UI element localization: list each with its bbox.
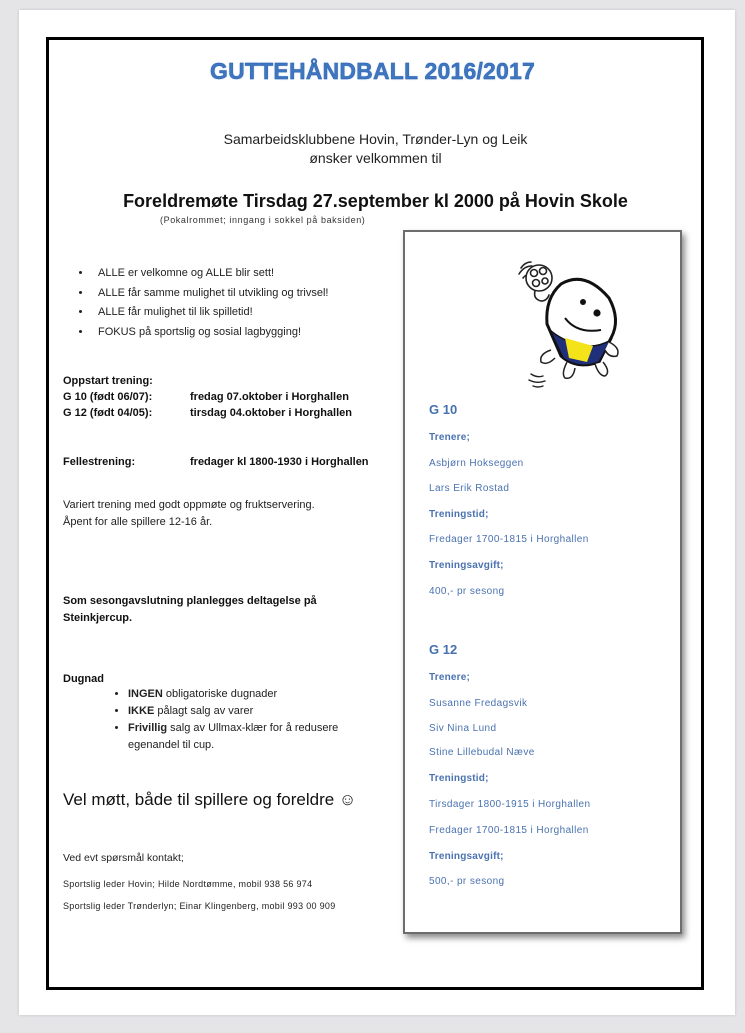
training-fee-label: Treningsavgift; xyxy=(429,560,504,571)
values-item: • ALLE er velkomne og ALLE blir sett! xyxy=(92,264,328,284)
dugnad-item-keyword: INGEN xyxy=(128,688,163,700)
meeting-headline: Foreldremøte Tirsdag 27.september kl 2000 på Hovin Skole xyxy=(123,191,628,211)
dugnad-item-keyword: IKKE xyxy=(128,705,155,717)
coach-name: Stine Lillebudal Næve xyxy=(429,747,535,758)
season-end-line-1: Som sesongavslutning planlegges deltagelse på xyxy=(63,595,317,607)
dugnad-list xyxy=(100,686,378,754)
coach-name: Lars Erik Rostad xyxy=(429,483,510,494)
group-heading: G 12 xyxy=(429,642,458,657)
dugnad-item xyxy=(128,703,378,720)
training-time: Fredager 1700-1815 i Horghallen xyxy=(429,534,589,545)
training-group: G 12 (født 04/05): xyxy=(63,407,153,419)
group-info-sidebar xyxy=(403,230,682,934)
coach-name: Asbjørn Hokseggen xyxy=(429,458,524,469)
season-end-line-2: Steinkjercup. xyxy=(63,612,133,624)
training-group: G 10 (født 06/07): xyxy=(63,391,153,403)
meeting-location-note: (Pokalrommet; inngang i sokkel på baksiden) xyxy=(160,215,366,225)
dugnad-item xyxy=(128,720,378,754)
joint-training-label: Fellestrening: xyxy=(63,456,136,468)
closing-greeting: Vel møtt, både til spillere og foreldre ☺ xyxy=(63,790,357,809)
training-fee: 500,- pr sesong xyxy=(429,876,505,887)
contact-line: Sportslig leder Trønderlyn; Einar Klingenberg, mobil 993 00 909 xyxy=(63,901,336,911)
values-item: • FOKUS på sportslig og sosial lagbygging! xyxy=(92,323,328,343)
training-start-row xyxy=(63,407,352,419)
training-time: Tirsdager 1800-1915 i Horghallen xyxy=(429,799,591,810)
coach-name: Susanne Fredagsvik xyxy=(429,698,528,709)
dugnad-item-text: obligatoriske dugnader xyxy=(162,688,278,700)
training-note-line-2: Åpent for alle spillere 12-16 år. xyxy=(63,516,213,528)
training-time: Fredager 1700-1815 i Horghallen xyxy=(429,825,589,836)
joint-training-row xyxy=(63,456,369,468)
joint-training-when: fredager kl 1800-1930 i Horghallen xyxy=(190,456,369,468)
values-item: • ALLE får mulighet til lik spilletid! xyxy=(92,303,328,323)
season-end-note xyxy=(63,593,317,627)
intro-line-2: ønsker velkommen til xyxy=(309,150,442,166)
training-time-label: Treningstid; xyxy=(429,773,489,784)
intro-text xyxy=(0,130,745,168)
training-note-line-1: Variert trening med godt oppmøte og fruktservering. xyxy=(63,499,315,511)
dugnad-heading: Dugnad xyxy=(63,673,104,685)
training-when: fredag 07.oktober i Horghallen xyxy=(190,391,349,403)
dugnad-item xyxy=(128,686,378,703)
intro-line-1: Samarbeidsklubbene Hovin, Trønder-Lyn og Leik xyxy=(223,131,528,147)
contact-heading: Ved evt spørsmål kontakt; xyxy=(63,852,184,864)
group-heading: G 10 xyxy=(429,402,458,417)
document-title: GUTTEHÅNDBALL 2016/2017 xyxy=(210,58,535,84)
dugnad-item-text: salg av Ullmax-klær for å redusere egenandel til cup. xyxy=(128,722,339,751)
coaches-label: Trenere; xyxy=(429,432,471,443)
training-time-label: Treningstid; xyxy=(429,509,489,520)
contact-line: Sportslig leder Hovin; Hilde Nordtømme, mobil 938 56 974 xyxy=(63,879,313,889)
training-start-row xyxy=(63,391,349,403)
values-item: • ALLE får samme mulighet til utvikling og trivsel! xyxy=(92,284,328,304)
training-fee: 400,- pr sesong xyxy=(429,586,505,597)
dugnad-item-text: pålagt salg av varer xyxy=(154,705,254,717)
training-fee-label: Treningsavgift; xyxy=(429,851,504,862)
dugnad-item-keyword: Frivillig xyxy=(128,722,168,734)
coaches-label: Trenere; xyxy=(429,672,471,683)
training-start-heading: Oppstart trening: xyxy=(63,375,153,387)
training-note xyxy=(63,497,315,531)
training-when: tirsdag 04.oktober i Horghallen xyxy=(190,407,352,419)
values-list xyxy=(62,264,328,342)
coach-name: Siv Nina Lund xyxy=(429,723,497,734)
handball-mascot-icon xyxy=(517,258,623,390)
